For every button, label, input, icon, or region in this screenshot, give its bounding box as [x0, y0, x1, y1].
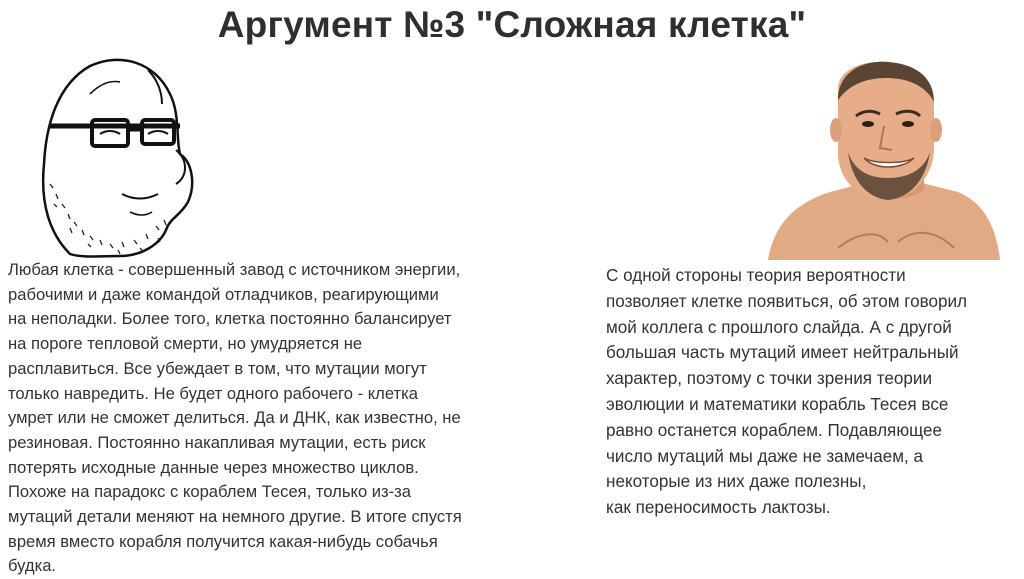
chad-man-illustration — [768, 52, 1000, 260]
right-text-line: большая часть мутаций имеет нейтральный — [606, 343, 959, 363]
left-text-line: время вместо корабля получится какая-нибудь собачья — [8, 531, 438, 551]
right-text-line: позволяет клетке появиться, об этом говорил — [606, 291, 968, 311]
left-text-line: только навредить. Не будет одного рабочего - клетка — [8, 383, 418, 403]
left-text-line: на неполадки. Более того, клетка постоянно балансирует — [8, 309, 452, 329]
left-text-line: Любая клетка - совершенный завод с источником энергии, — [8, 260, 461, 279]
right-text-line: равно останется кораблем. Подавляющее — [606, 420, 943, 440]
left-text-line: будка. — [8, 556, 57, 576]
left-text-line: расплавиться. Все убеждает в том, что мутации могут — [8, 358, 427, 378]
left-text-line: умрет или не сможет делиться. Да и ДНК, как известно, не — [8, 408, 461, 428]
left-text-line: Похоже на парадокс с кораблем Тесея, только из-за — [8, 482, 412, 502]
right-text-line: как переносимость лактозы. — [606, 498, 831, 518]
doomer-wojak-illustration — [30, 44, 200, 264]
right-text-line: С одной стороны теория вероятности — [606, 266, 906, 285]
right-text-line: характер, поэтому с точки зрения теории — [606, 369, 933, 389]
right-text-line: число мутаций мы даже не замечаем, а — [606, 446, 924, 466]
left-text-line: потерять исходные данные через множество циклов. — [8, 457, 419, 477]
right-counterargument-text — [606, 263, 1024, 521]
left-text-line: рабочими и даже командой отладчиков, реагирующими — [8, 284, 439, 304]
right-text-line: эволюции и математики корабль Тесея все — [606, 394, 949, 414]
left-argument-text — [8, 258, 508, 579]
slide-title: Аргумент №3 "Сложная клетка" — [217, 4, 807, 45]
left-text-line: на пороге тепловой смерти, но умудряется не — [8, 334, 363, 354]
right-text-line: мой коллега с прошлого слайда. А с другой — [606, 317, 952, 337]
left-text-line: резиновая. Постоянно накапливая мутации, есть риск — [8, 432, 426, 452]
right-text-line: некоторые из них даже полезны, — [606, 472, 867, 492]
left-text-line: мутаций детали меняют на немного другие. В итоге спустя — [8, 507, 462, 527]
